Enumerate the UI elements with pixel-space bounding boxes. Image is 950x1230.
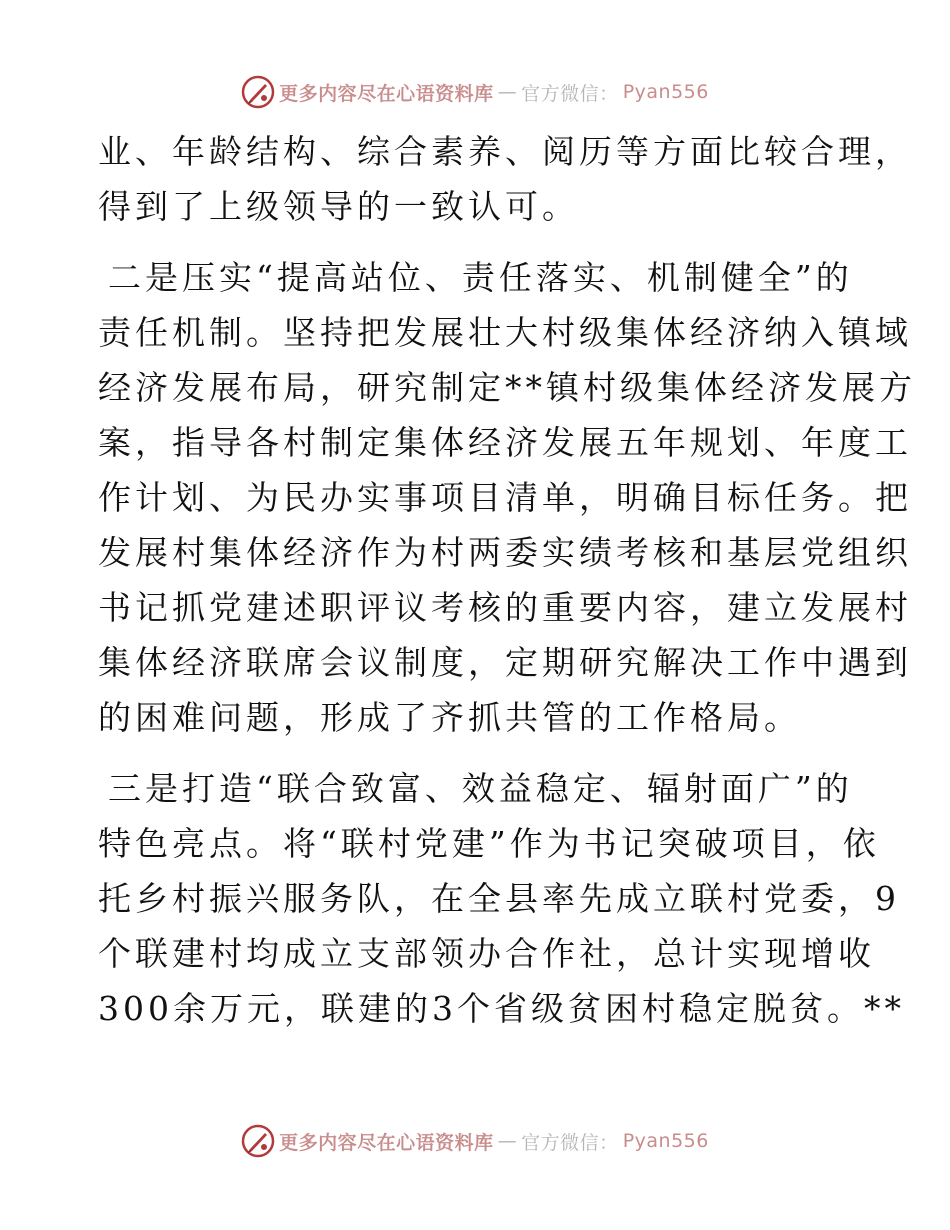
watermark-dash: — — [497, 1130, 518, 1152]
paragraph-1 — [98, 124, 912, 234]
document-body — [98, 124, 916, 1036]
paragraph-3 — [98, 761, 905, 1036]
text-line: 作计划、为民办实事项目清单，明确目标任务。把 — [98, 478, 912, 517]
text-line: 书记抓党建述职评议考核的重要内容，建立发展村 — [98, 588, 912, 627]
text-line: 特色亮点。将“联村党建”作为书记突破项目，依 — [98, 824, 880, 863]
text-line: 300余万元，联建的3个省级贫困村稳定脱贫。** — [98, 989, 905, 1028]
text-line: 三是打造“联合致富、效益稳定、辐射面广”的 — [108, 769, 853, 808]
watermark-wechat-handle: Pyan556 — [622, 81, 709, 103]
watermark-footer — [0, 1121, 950, 1161]
text-line: 二是压实“提高站位、责任落实、机制健全”的 — [108, 258, 853, 297]
text-line: 责任机制。坚持把发展壮大村级集体经济纳入镇域 — [98, 313, 912, 352]
text-line: 集体经济联席会议制度，定期研究解决工作中遇到 — [98, 643, 912, 682]
quill-pen-logo-icon — [241, 75, 275, 109]
text-line: 业、年龄结构、综合素养、阅历等方面比较合理， — [98, 132, 912, 171]
text-line: 托乡村振兴服务队，在全县率先成立联村党委，9 — [98, 879, 900, 918]
watermark-wechat-handle: Pyan556 — [622, 1130, 709, 1152]
watermark-wechat-label: 官方微信： — [521, 82, 619, 105]
text-line: 的困难问题，形成了齐抓共管的工作格局。 — [98, 698, 801, 737]
watermark-wechat-label: 官方微信： — [521, 1131, 619, 1154]
text-line: 个联建村均成立支部领办合作社，总计实现增收 — [98, 934, 875, 973]
quill-pen-logo-icon — [241, 1124, 275, 1158]
text-line: 发展村集体经济作为村两委实绩考核和基层党组织 — [98, 533, 912, 572]
watermark-main-text: 更多内容尽在心语资料库 — [279, 82, 494, 105]
watermark-main-text: 更多内容尽在心语资料库 — [279, 1131, 494, 1154]
text-line: 案，指导各村制定集体经济发展五年规划、年度工 — [98, 423, 912, 462]
watermark-header — [0, 72, 950, 112]
text-line: 得到了上级领导的一致认可。 — [98, 187, 579, 226]
watermark-dash: — — [497, 81, 518, 103]
text-line: 经济发展布局，研究制定**镇村级集体经济发展方 — [98, 368, 916, 407]
paragraph-2 — [98, 250, 916, 745]
